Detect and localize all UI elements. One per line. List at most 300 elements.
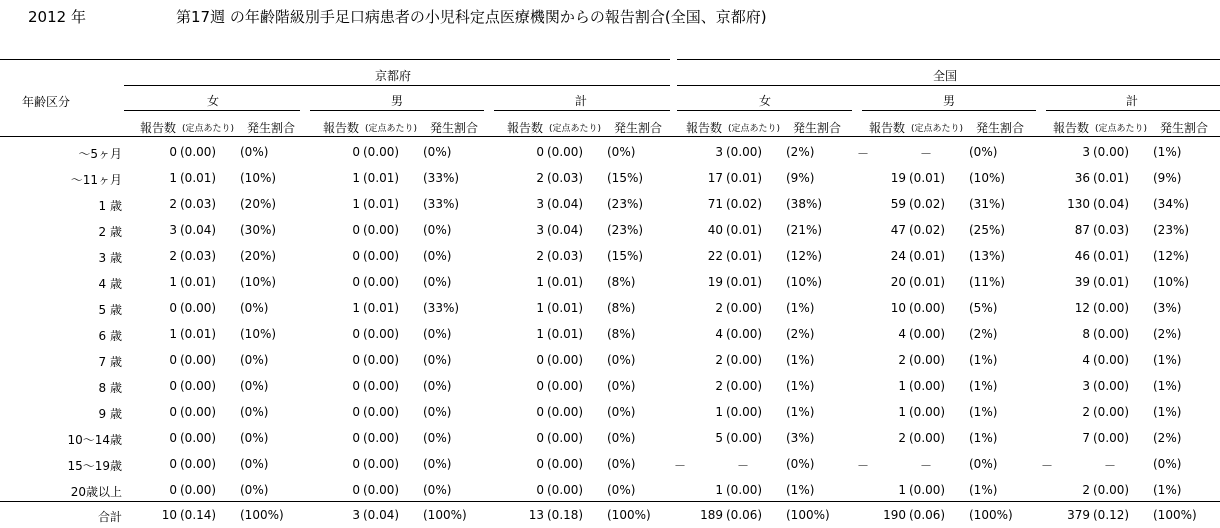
rate-value: (1%) — [1153, 379, 1182, 393]
rate-value: (0%) — [607, 379, 636, 393]
report-count: 22 — [707, 249, 723, 263]
report-count: 0 — [352, 431, 360, 445]
per-site-value: (0.01) — [180, 327, 217, 341]
per-site-value: (0.03) — [547, 171, 584, 185]
report-count: 4 — [1082, 353, 1090, 367]
report-count: 0 — [536, 353, 544, 367]
rate-value: (9%) — [786, 171, 815, 185]
report-count: 0 — [352, 457, 360, 471]
report-count: 3 — [169, 223, 177, 237]
per-site-value: (0.01) — [1093, 171, 1130, 185]
rate-value: (5%) — [969, 301, 998, 315]
rate-value: (100%) — [607, 508, 651, 522]
report-count: 24 — [890, 249, 906, 263]
per-site-value: (0.01) — [547, 275, 584, 289]
age-group-label: 15～19歳 — [67, 459, 122, 473]
rate-value: (1%) — [786, 405, 815, 419]
report-count: 1 — [715, 483, 723, 497]
per-site-value: (0.00) — [180, 431, 217, 445]
rate-value: (2%) — [786, 145, 815, 159]
report-count: 2 — [536, 249, 544, 263]
per-site-value: (0.01) — [363, 197, 400, 211]
per-site-value: (0.00) — [180, 483, 217, 497]
rate-value: (100%) — [969, 508, 1013, 522]
rate-value: (1%) — [1153, 405, 1182, 419]
report-count: 0 — [536, 431, 544, 445]
rate-value: (100%) — [1153, 508, 1197, 522]
report-count: 2 — [1082, 483, 1090, 497]
rate-value: (0%) — [423, 405, 452, 419]
report-count: 1 — [536, 301, 544, 315]
per-site-value: (0.00) — [363, 249, 400, 263]
column-label-count: 報告数 — [323, 121, 360, 135]
rate-value: (0%) — [1153, 457, 1182, 471]
region-rule-left — [124, 85, 670, 86]
rate-value: (1%) — [786, 483, 815, 497]
per-site-value: (0.00) — [909, 431, 946, 445]
per-site-value: (0.01) — [909, 171, 946, 185]
column-label-rate: 発生割合 — [793, 121, 842, 135]
rate-value: (0%) — [423, 353, 452, 367]
per-site-value: (0.01) — [1093, 249, 1130, 263]
report-count: 46 — [1074, 249, 1090, 263]
column-label-per-site: (定点あたり) — [182, 124, 235, 134]
per-site-value: (0.04) — [547, 197, 584, 211]
report-count: 189 — [700, 508, 723, 522]
report-count: 0 — [352, 483, 360, 497]
rate-value: (1%) — [969, 353, 998, 367]
per-site-value: (0.00) — [363, 379, 400, 393]
age-group-label: 6 歳 — [98, 329, 122, 343]
per-site-value: (0.01) — [363, 171, 400, 185]
per-site-value: (0.00) — [363, 145, 400, 159]
report-count: 17 — [707, 171, 723, 185]
report-count: 190 — [883, 508, 906, 522]
report-count: 3 — [1082, 145, 1090, 159]
report-count: 0 — [352, 405, 360, 419]
report-count: 8 — [1082, 327, 1090, 341]
per-site-value: (0.04) — [180, 223, 217, 237]
sex-rule — [677, 110, 852, 111]
rate-value: (0%) — [240, 457, 269, 471]
report-count: 0 — [169, 301, 177, 315]
report-count: 3 — [352, 508, 360, 522]
report-count: 40 — [707, 223, 723, 237]
rate-value: (0%) — [969, 145, 998, 159]
per-site-value: (0.00) — [726, 405, 763, 419]
report-count: 36 — [1074, 171, 1090, 185]
per-site-value: (0.00) — [180, 301, 217, 315]
report-count: 1 — [898, 379, 906, 393]
report-count: 0 — [169, 483, 177, 497]
rate-value: (100%) — [423, 508, 467, 522]
per-site-value: (0.00) — [726, 145, 763, 159]
age-group-label: 3 歳 — [98, 251, 122, 265]
rate-value: (13%) — [969, 249, 1006, 263]
per-site-value: (0.00) — [1093, 483, 1130, 497]
rate-value: (0%) — [607, 457, 636, 471]
column-label-per-site: (定点あたり) — [911, 124, 964, 134]
report-count: 19 — [707, 275, 723, 289]
per-site-value: (0.01) — [547, 327, 584, 341]
rate-value: (0%) — [607, 431, 636, 445]
top-rule-right — [677, 59, 1220, 60]
rate-value: (2%) — [786, 327, 815, 341]
rate-value: (33%) — [423, 301, 460, 315]
report-count: 20 — [890, 275, 906, 289]
per-site-value: (0.01) — [180, 275, 217, 289]
report-count: 0 — [352, 353, 360, 367]
rate-value: (10%) — [240, 171, 277, 185]
report-count: 1 — [352, 301, 360, 315]
count-dash: － — [857, 147, 870, 161]
per-site-value: (0.00) — [547, 457, 584, 471]
per-site-value: (0.00) — [363, 457, 400, 471]
per-site-value: (0.00) — [726, 327, 763, 341]
rate-value: (1%) — [1153, 353, 1182, 367]
rate-value: (0%) — [423, 457, 452, 471]
age-group-label: 4 歳 — [98, 277, 122, 291]
age-group-label: 20歳以上 — [70, 485, 122, 499]
per-site-value: (0.00) — [909, 483, 946, 497]
rate-value: (0%) — [240, 405, 269, 419]
report-count: 71 — [707, 197, 723, 211]
age-group-label: 5 歳 — [98, 303, 122, 317]
report-count: 0 — [536, 483, 544, 497]
per-site-value: (0.00) — [1093, 431, 1130, 445]
per-site-value: (0.00) — [547, 405, 584, 419]
per-site-value: (0.03) — [547, 249, 584, 263]
age-group-label: 9 歳 — [98, 407, 122, 421]
count-dash: － — [674, 459, 687, 473]
rate-value: (25%) — [969, 223, 1006, 237]
sex-header: 男 — [943, 94, 956, 108]
rate-value: (20%) — [240, 197, 277, 211]
report-count: 1 — [898, 483, 906, 497]
rate-value: (0%) — [240, 353, 269, 367]
region-rule-right — [677, 85, 1220, 86]
report-count: 0 — [352, 379, 360, 393]
sex-header: 女 — [207, 94, 220, 108]
per-site-value: (0.00) — [909, 327, 946, 341]
report-count: 87 — [1074, 223, 1090, 237]
per-site-value: (0.00) — [547, 145, 584, 159]
per-site-value: (0.06) — [726, 508, 763, 522]
age-group-label: 8 歳 — [98, 381, 122, 395]
column-label-rate: 発生割合 — [1160, 121, 1209, 135]
rate-value: (1%) — [969, 405, 998, 419]
rate-value: (23%) — [1153, 223, 1190, 237]
rate-value: (0%) — [607, 405, 636, 419]
per-site-value: (0.00) — [909, 379, 946, 393]
column-label-count: 報告数 — [869, 121, 906, 135]
per-site-value: (0.00) — [1093, 379, 1130, 393]
report-count: 2 — [898, 353, 906, 367]
rate-value: (30%) — [240, 223, 277, 237]
per-site-dash: － — [1104, 459, 1117, 473]
report-count: 0 — [536, 145, 544, 159]
per-site-value: (0.00) — [363, 223, 400, 237]
report-count: 1 — [715, 405, 723, 419]
per-site-value: (0.00) — [726, 483, 763, 497]
rate-value: (2%) — [969, 327, 998, 341]
report-count: 0 — [169, 145, 177, 159]
top-rule-left — [0, 59, 670, 60]
sex-rule — [310, 110, 484, 111]
rate-value: (0%) — [607, 145, 636, 159]
per-site-value: (0.01) — [726, 223, 763, 237]
sex-rule — [124, 110, 300, 111]
per-site-dash: － — [920, 147, 933, 161]
report-count: 5 — [715, 431, 723, 445]
report-count: 2 — [1082, 405, 1090, 419]
report-count: 2 — [536, 171, 544, 185]
report-count: 4 — [715, 327, 723, 341]
report-count: 2 — [715, 353, 723, 367]
rate-value: (0%) — [423, 275, 452, 289]
rate-value: (8%) — [607, 275, 636, 289]
rate-value: (20%) — [240, 249, 277, 263]
per-site-value: (0.00) — [547, 379, 584, 393]
report-count: 1 — [169, 275, 177, 289]
per-site-value: (0.02) — [909, 197, 946, 211]
rate-value: (10%) — [240, 275, 277, 289]
rate-value: (100%) — [786, 508, 830, 522]
rate-value: (1%) — [786, 379, 815, 393]
report-year: 2012 年 — [28, 8, 86, 26]
age-group-label: 合計 — [97, 510, 122, 524]
rate-value: (1%) — [969, 483, 998, 497]
rate-value: (0%) — [969, 457, 998, 471]
per-site-value: (0.00) — [726, 431, 763, 445]
report-count: 1 — [352, 171, 360, 185]
rate-value: (10%) — [1153, 275, 1190, 289]
report-count: 0 — [169, 431, 177, 445]
per-site-value: (0.02) — [909, 223, 946, 237]
rate-value: (23%) — [607, 223, 644, 237]
rate-value: (33%) — [423, 197, 460, 211]
per-site-value: (0.00) — [726, 379, 763, 393]
rate-value: (0%) — [240, 145, 269, 159]
per-site-value: (0.03) — [1093, 223, 1130, 237]
column-header-rule — [0, 136, 1220, 137]
total-rule — [0, 501, 1220, 502]
report-count: 3 — [715, 145, 723, 159]
rate-value: (23%) — [607, 197, 644, 211]
rate-value: (0%) — [423, 379, 452, 393]
rate-value: (8%) — [607, 301, 636, 315]
per-site-value: (0.06) — [909, 508, 946, 522]
rate-value: (3%) — [1153, 301, 1182, 315]
per-site-value: (0.00) — [363, 405, 400, 419]
rate-value: (1%) — [1153, 483, 1182, 497]
report-count: 0 — [169, 457, 177, 471]
report-count: 3 — [536, 197, 544, 211]
rate-value: (34%) — [1153, 197, 1190, 211]
count-dash: － — [857, 459, 870, 473]
rate-value: (0%) — [240, 431, 269, 445]
column-label-rate: 発生割合 — [614, 121, 663, 135]
age-group-label: 2 歳 — [98, 225, 122, 239]
report-count: 1 — [536, 275, 544, 289]
rate-value: (12%) — [1153, 249, 1190, 263]
rate-value: (0%) — [423, 431, 452, 445]
rate-value: (2%) — [1153, 327, 1182, 341]
per-site-value: (0.00) — [180, 379, 217, 393]
per-site-value: (0.03) — [180, 197, 217, 211]
rate-value: (15%) — [607, 249, 644, 263]
report-count: 1 — [352, 197, 360, 211]
per-site-value: (0.00) — [363, 483, 400, 497]
column-label-per-site: (定点あたり) — [728, 124, 781, 134]
rate-value: (21%) — [786, 223, 823, 237]
per-site-value: (0.00) — [1093, 353, 1130, 367]
column-label-count: 報告数 — [1053, 121, 1090, 135]
per-site-value: (0.00) — [180, 353, 217, 367]
per-site-value: (0.00) — [726, 301, 763, 315]
rate-value: (0%) — [240, 379, 269, 393]
region-header-kyoto: 京都府 — [375, 69, 412, 83]
age-group-label: 1 歳 — [98, 199, 122, 213]
per-site-value: (0.12) — [1093, 508, 1130, 522]
per-site-value: (0.00) — [180, 405, 217, 419]
per-site-value: (0.01) — [909, 249, 946, 263]
report-count: 0 — [169, 353, 177, 367]
rate-value: (0%) — [786, 457, 815, 471]
rate-value: (10%) — [786, 275, 823, 289]
per-site-value: (0.00) — [363, 353, 400, 367]
rate-value: (0%) — [423, 145, 452, 159]
per-site-value: (0.01) — [726, 171, 763, 185]
per-site-value: (0.03) — [180, 249, 217, 263]
rate-value: (1%) — [786, 301, 815, 315]
report-count: 1 — [169, 171, 177, 185]
sex-header: 男 — [391, 94, 404, 108]
sex-header: 女 — [759, 94, 772, 108]
rate-value: (12%) — [786, 249, 823, 263]
rate-value: (31%) — [969, 197, 1006, 211]
report-count: 2 — [715, 379, 723, 393]
rate-value: (11%) — [969, 275, 1006, 289]
rate-value: (0%) — [423, 327, 452, 341]
per-site-value: (0.01) — [726, 249, 763, 263]
per-site-value: (0.00) — [547, 353, 584, 367]
rate-value: (0%) — [607, 353, 636, 367]
rate-value: (0%) — [240, 483, 269, 497]
rate-value: (38%) — [786, 197, 823, 211]
report-count: 0 — [169, 405, 177, 419]
per-site-value: (0.00) — [180, 457, 217, 471]
per-site-dash: － — [920, 459, 933, 473]
age-group-label: ～5ヶ月 — [78, 147, 122, 161]
per-site-value: (0.00) — [1093, 301, 1130, 315]
per-site-value: (0.00) — [363, 431, 400, 445]
rate-value: (9%) — [1153, 171, 1182, 185]
sex-rule — [862, 110, 1036, 111]
report-count: 0 — [352, 249, 360, 263]
column-label-count: 報告数 — [140, 121, 177, 135]
per-site-value: (0.00) — [1093, 405, 1130, 419]
sex-header: 計 — [575, 94, 588, 108]
per-site-value: (0.04) — [547, 223, 584, 237]
report-count: 12 — [1074, 301, 1090, 315]
report-count: 0 — [169, 379, 177, 393]
report-count: 1 — [898, 405, 906, 419]
report-count: 2 — [715, 301, 723, 315]
report-count: 10 — [161, 508, 177, 522]
sex-rule — [1046, 110, 1220, 111]
report-count: 39 — [1074, 275, 1090, 289]
column-label-rate: 発生割合 — [430, 121, 479, 135]
per-site-value: (0.00) — [363, 327, 400, 341]
per-site-value: (0.14) — [180, 508, 217, 522]
age-header: 年齢区分 — [22, 95, 71, 109]
per-site-value: (0.02) — [726, 197, 763, 211]
per-site-value: (0.00) — [180, 145, 217, 159]
report-count: 0 — [352, 145, 360, 159]
per-site-value: (0.01) — [909, 275, 946, 289]
per-site-value: (0.00) — [363, 275, 400, 289]
per-site-value: (0.00) — [909, 301, 946, 315]
per-site-dash: － — [737, 459, 750, 473]
rate-value: (8%) — [607, 327, 636, 341]
per-site-value: (0.01) — [363, 301, 400, 315]
report-title: 第17週 の年齢階級別手足口病患者の小児科定点医療機関からの報告割合(全国、京都府) — [176, 8, 767, 26]
rate-value: (2%) — [1153, 431, 1182, 445]
report-count: 0 — [352, 275, 360, 289]
per-site-value: (0.00) — [1093, 327, 1130, 341]
rate-value: (1%) — [969, 431, 998, 445]
per-site-value: (0.01) — [180, 171, 217, 185]
report-count: 0 — [536, 457, 544, 471]
report-count: 1 — [536, 327, 544, 341]
per-site-value: (0.00) — [726, 353, 763, 367]
report-count: 13 — [528, 508, 544, 522]
rate-value: (0%) — [423, 223, 452, 237]
rate-value: (3%) — [786, 431, 815, 445]
age-group-label: 10～14歳 — [67, 433, 122, 447]
rate-value: (0%) — [423, 249, 452, 263]
rate-value: (10%) — [240, 327, 277, 341]
rate-value: (1%) — [786, 353, 815, 367]
region-header-national: 全国 — [933, 69, 958, 83]
per-site-value: (0.00) — [1093, 145, 1130, 159]
report-count: 59 — [890, 197, 906, 211]
per-site-value: (0.00) — [547, 483, 584, 497]
report-count: 2 — [169, 249, 177, 263]
column-label-count: 報告数 — [507, 121, 544, 135]
report-count: 7 — [1082, 431, 1090, 445]
rate-value: (1%) — [1153, 145, 1182, 159]
rate-value: (10%) — [969, 171, 1006, 185]
per-site-value: (0.01) — [1093, 275, 1130, 289]
per-site-value: (0.18) — [547, 508, 584, 522]
per-site-value: (0.04) — [1093, 197, 1130, 211]
column-label-per-site: (定点あたり) — [1095, 124, 1148, 134]
rate-value: (100%) — [240, 508, 284, 522]
age-group-label: 7 歳 — [98, 355, 122, 369]
column-label-count: 報告数 — [686, 121, 723, 135]
report-count: 3 — [536, 223, 544, 237]
report-count: 19 — [890, 171, 906, 185]
column-label-rate: 発生割合 — [247, 121, 296, 135]
sex-header: 計 — [1126, 94, 1139, 108]
rate-value: (1%) — [969, 379, 998, 393]
report-count: 0 — [352, 327, 360, 341]
per-site-value: (0.04) — [363, 508, 400, 522]
report-count: 2 — [169, 197, 177, 211]
report-count: 4 — [898, 327, 906, 341]
